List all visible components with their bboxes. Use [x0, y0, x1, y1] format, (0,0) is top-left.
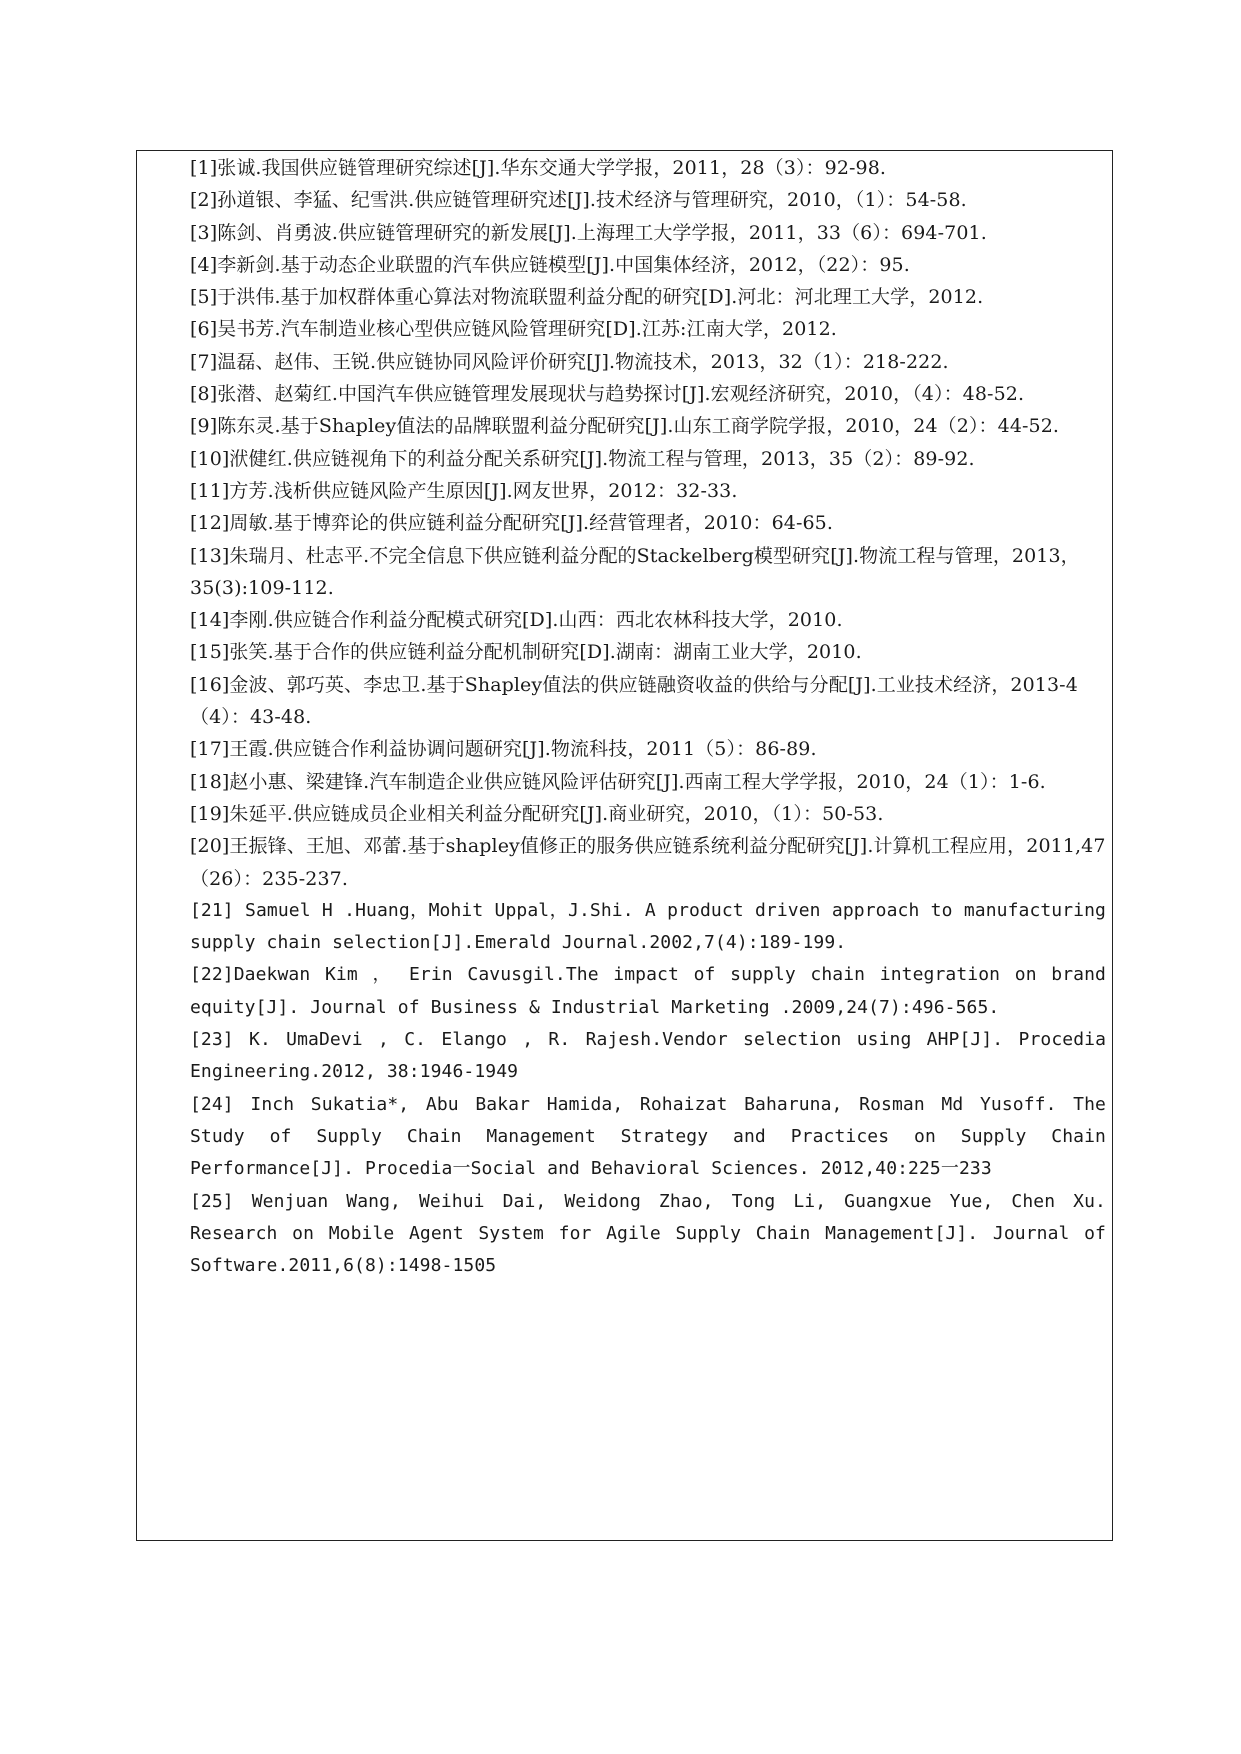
reference-item: [6]吴书芳.汽车制造业核心型供应链风险管理研究[D].江苏:江南大学，2012.: [190, 318, 837, 341]
reference-item: [19]朱延平.供应链成员企业相关利益分配研究[J].商业研究，2010，（1）：50-53.: [190, 802, 884, 825]
reference-item: [16]金波、郭巧英、李忠卫.基于Shapley值法的供应链融资收益的供给与分配[J].工业技术经济，2013-4（4）：43-48.: [190, 673, 1078, 729]
reference-item: [22]Daekwan Kim ， Erin Cavusgil.The impact of supply chain integration on brand equity[J]. Journal of Business & Industrial Marketing .2009,24(7):496-565.: [190, 964, 1117, 1018]
reference-item: [14]李刚.供应链合作利益分配模式研究[D].山西：西北农林科技大学，2010.: [190, 609, 843, 632]
reference-list: [190, 152, 1117, 1282]
reference-item: [12]周敏.基于博弈论的供应链利益分配研究[J].经营管理者，2010：64-65.: [190, 512, 833, 535]
reference-item: [1]张诚.我国供应链管理研究综述[J].华东交通大学学报，2011，28（3）：92-98.: [190, 157, 887, 179]
reference-item: [4]李新剑.基于动态企业联盟的汽车供应链模型[J].中国集体经济，2012，（22）：95.: [190, 253, 910, 276]
reference-item: [7]温磊、赵伟、王锐.供应链协同风险评价研究[J].物流技术，2013，32（1）：218-222.: [190, 350, 949, 373]
reference-item: [24] Inch Sukatia*, Abu Bakar Hamida, Rohaizat Baharuna, Rosman Md Yusoff. The Study of Supply Chain Management Strategy and Practices on Supply Chain Performance[J]. Procedia一Social and Behavioral Sciences. 2012,40:225一233: [190, 1093, 1117, 1180]
reference-item: [18]赵小惠、梁建锋.汽车制造企业供应链风险评估研究[J].西南工程大学学报，2010，24（1）：1-6.: [190, 770, 1046, 793]
reference-item: [9]陈东灵.基于Shapley值法的品牌联盟利益分配研究[J].山东工商学院学报，2010，24（2）：44-52.: [190, 415, 1060, 438]
reference-item: [13]朱瑞月、杜志平.不完全信息下供应链利益分配的Stackelberg模型研究[J].物流工程与管理，2013，35(3):109-112.: [190, 544, 1080, 599]
reference-item: [25] Wenjuan Wang, Weihui Dai, Weidong Zhao, Tong Li, Guangxue Yue, Chen Xu. Research on Mobile Agent System for Agile Supply Chain Management[J]. Journal of Software.2011,6(8):1498-1505: [190, 1190, 1117, 1277]
reference-item: [2]孙道银、李猛、纪雪洪.供应链管理研究述[J].技术经济与管理研究，2010，（1）：54-58.: [190, 189, 967, 212]
reference-item: [15]张笑.基于合作的供应链利益分配机制研究[D].湖南：湖南工业大学，2010.: [190, 641, 862, 664]
reference-item: [21] Samuel H .Huang，Mohit Uppal，J.Shi. A product driven approach to manufacturing supply chain selection[J].Emerald Journal.2002,7(4):189-199.: [190, 899, 1117, 954]
reference-item: [5]于洪伟.基于加权群体重心算法对物流联盟利益分配的研究[D].河北：河北理工大学，2012.: [190, 286, 984, 309]
reference-item: [8]张潜、赵菊红.中国汽车供应链管理发展现状与趋势探讨[J].宏观经济研究，2010，（4）：48-52.: [190, 383, 1025, 406]
reference-item: [11]方芳.浅析供应链风险产生原因[J].网友世界，2012：32-33.: [190, 479, 738, 502]
reference-item: [17]王霞.供应链合作利益协调问题研究[J].物流科技，2011（5）：86-89.: [190, 738, 817, 761]
reference-item: [23] K. UmaDevi , C. Elango , R. Rajesh.Vendor selection using AHP[J]. Procedia Engineering.2012, 38:1946-1949: [190, 1029, 1117, 1083]
reference-item: [20]王振锋、王旭、邓蕾.基于shapley值修正的服务供应链系统利益分配研究[J].计算机工程应用，2011,47（26）：235-237.: [190, 835, 1106, 890]
reference-item: [3]陈剑、肖勇波.供应链管理研究的新发展[J].上海理工大学学报，2011，33（6）：694-701.: [190, 221, 987, 244]
reference-item: [10]洑健红.供应链视角下的利益分配关系研究[J].物流工程与管理，2013，35（2）：89-92.: [190, 447, 975, 470]
